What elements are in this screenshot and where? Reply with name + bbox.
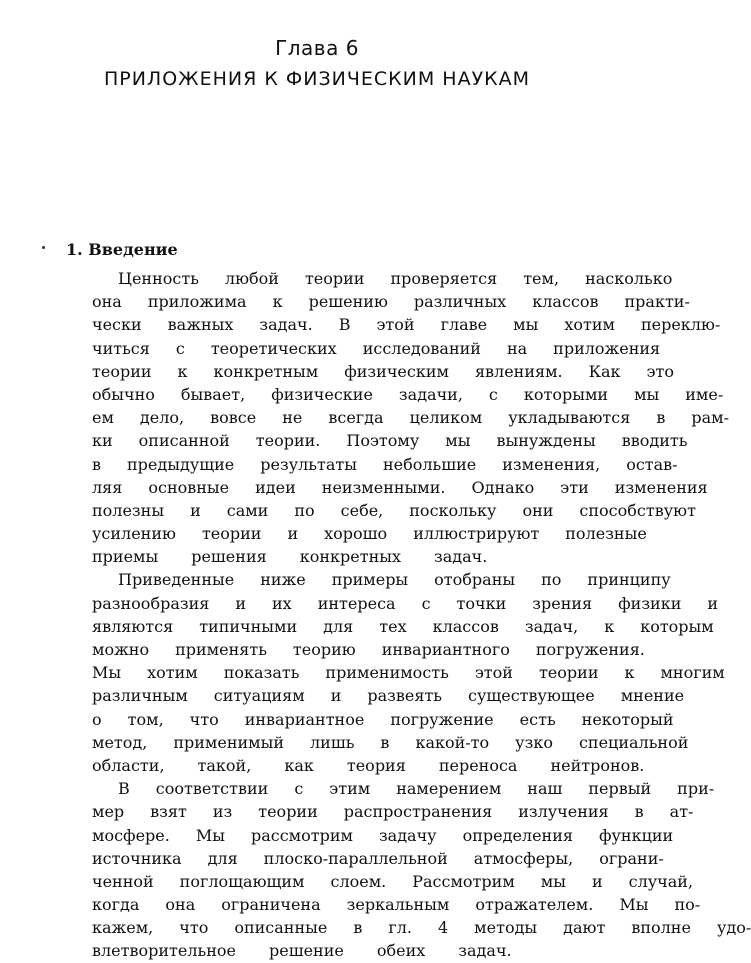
text-line: ченной поглощающим слоем. Рассмотрим мы и случай, (92, 871, 694, 891)
text-line: влетворительное решение обеих задач. (92, 941, 512, 961)
paragraph (66, 568, 725, 777)
text-line: читься с теоретических исследований на приложения (92, 338, 661, 358)
text-line: Приведенные ниже примеры отобраны по принципу (118, 570, 671, 590)
text-line: являются типичными для тех классов задач, к которым (92, 616, 714, 636)
text-line: различным ситуациям и развеять существующее мнение (92, 686, 685, 706)
body-text (66, 267, 751, 963)
text-line: В соответствии с этим намерением наш первый при- (118, 779, 715, 799)
text-line: источника для плоско-параллельной атмосферы, ограни- (92, 848, 664, 868)
paragraph (66, 777, 751, 963)
text-line: приемы решения конкретных задач. (92, 547, 488, 567)
text-line: ляя основные идеи неизменными. Однако эти изменения (92, 477, 708, 497)
text-line: обычно бывает, физические задачи, с которыми мы име- (92, 384, 724, 404)
text-line: чески важных задач. В этой главе мы хотим переклю- (92, 315, 721, 335)
margin-mark (42, 246, 45, 249)
text-line: метод, применимый лишь в какой-то узко специальной (92, 732, 689, 752)
chapter-title: ПРИЛОЖЕНИЯ К ФИЗИЧЕСКИМ НАУКАМ (103, 68, 531, 90)
text-line: теории к конкретным физическим явлениям. Как это (92, 361, 674, 381)
text-line: полезны и сами по себе, поскольку они способствуют (92, 500, 696, 520)
text-line: она приложима к решению различных классов практи- (92, 292, 690, 312)
text-line: Ценность любой теории проверяется тем, насколько (118, 269, 673, 288)
text-line: ки описанной теории. Поэтому мы вынуждены вводить (92, 431, 688, 451)
paragraph (66, 267, 729, 568)
text-line: кажем, что описанные в гл. 4 методы дают вполне удо- (92, 918, 751, 938)
text-line: ем дело, вовсе не всегда целиком укладываются в рам- (92, 408, 729, 428)
text-line: мосфере. Мы рассмотрим задачу определения функции (92, 825, 674, 845)
text-line: Мы хотим показать применимость этой теории к многим (92, 663, 725, 683)
chapter-label: Глава 6 (275, 36, 359, 60)
text-line: усилению теории и хорошо иллюстрируют полезные (92, 524, 647, 544)
text-line: когда она ограничена зеркальным отражателем. Мы по- (92, 895, 701, 915)
text-line: о том, что инвариантное погружение есть некоторый (92, 709, 674, 729)
text-line: разнообразия и их интереса с точки зрения физики и (92, 593, 719, 613)
section-heading: 1. Введение (66, 240, 178, 259)
text-line: области, такой, как теория переноса нейтронов. (92, 755, 645, 775)
text-line: мер взят из теории распространения излучения в ат- (92, 802, 694, 822)
text-line: в предыдущие результаты небольшие изменения, остав- (92, 454, 678, 474)
text-line: можно применять теорию инвариантного погружения. (92, 640, 645, 659)
